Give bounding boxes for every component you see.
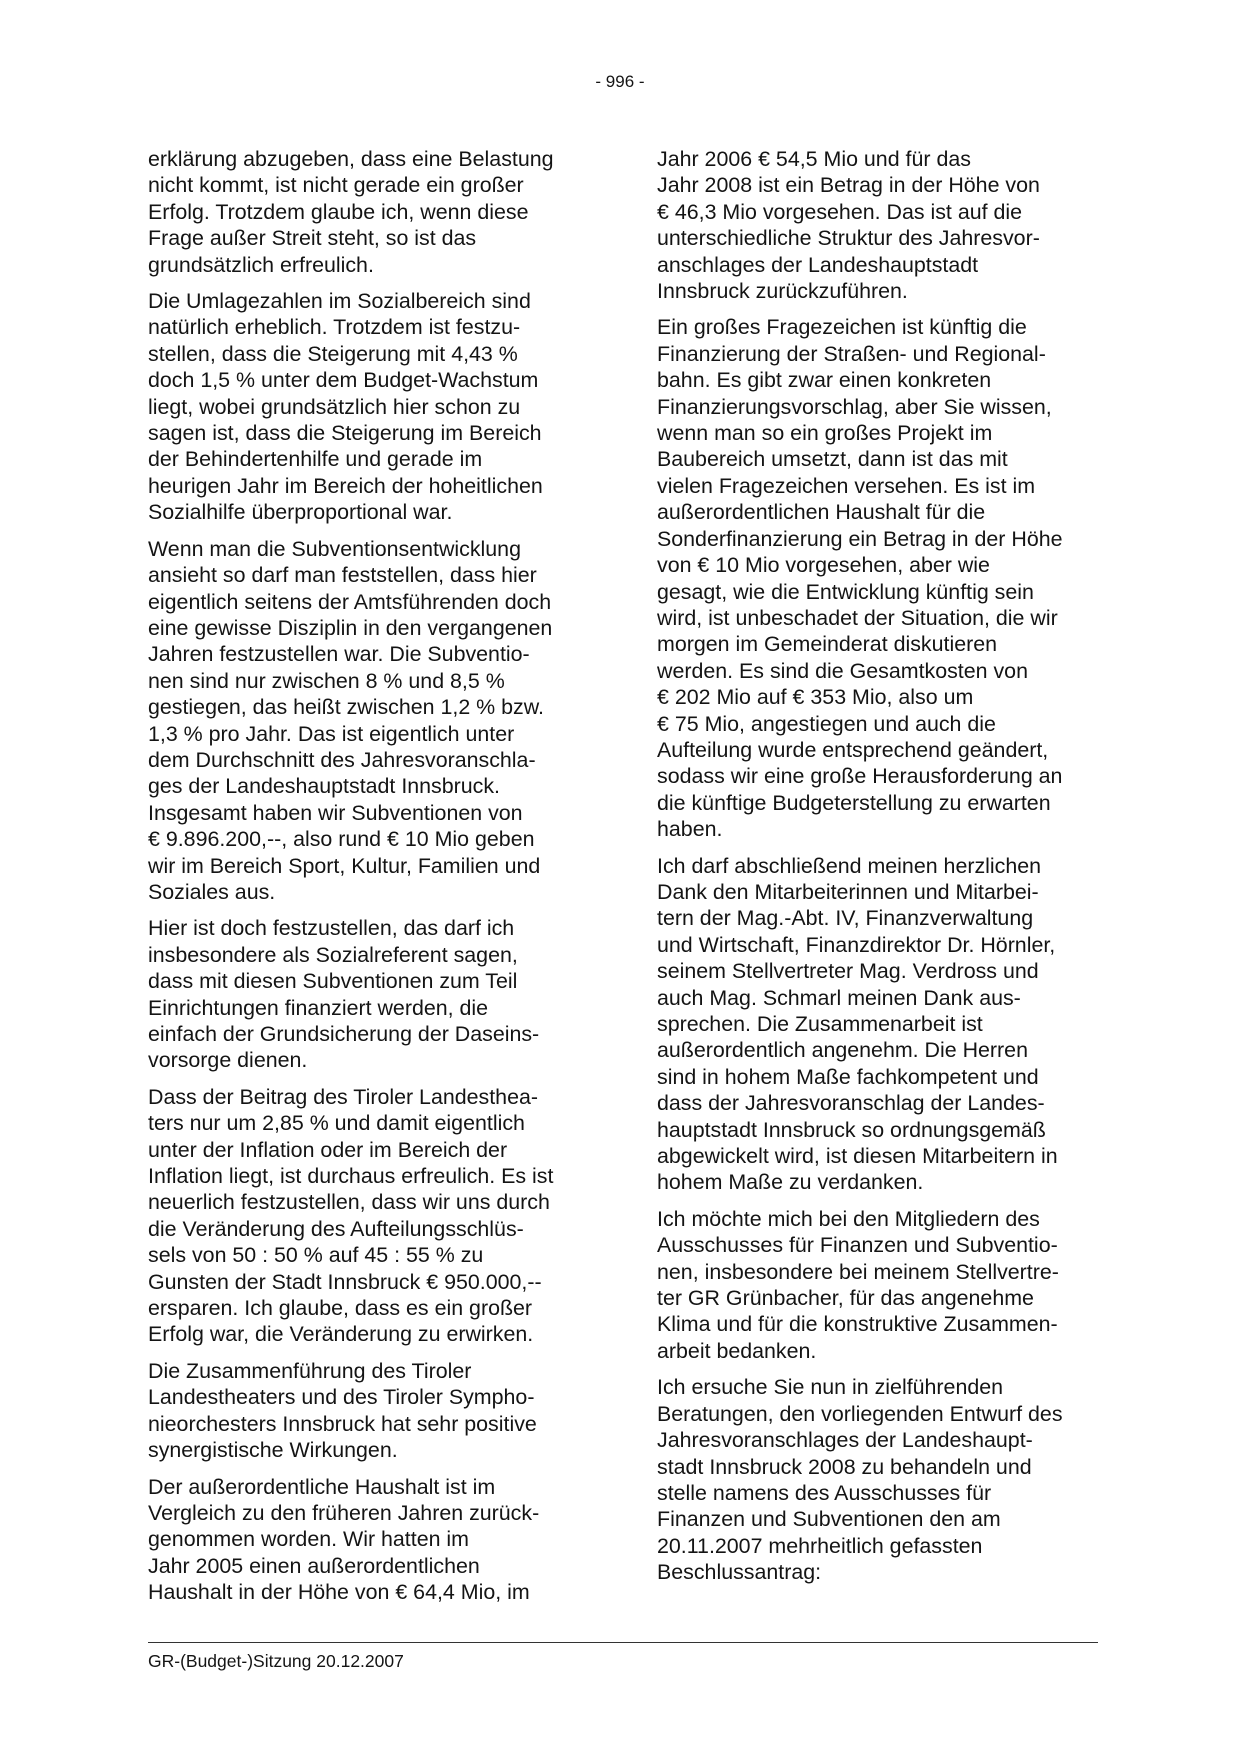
text-line: auch Mag. Schmarl meinen Dank aus- — [657, 985, 1021, 1010]
text-line: sels von 50 : 50 % auf 45 : 55 % zu — [148, 1243, 484, 1268]
paragraph — [148, 915, 588, 1073]
text-line: sagen ist, dass die Steigerung im Bereich — [148, 421, 542, 446]
text-line: Ich darf abschließend meinen herzlichen — [657, 853, 1042, 878]
text-line: neuerlich festzustellen, dass wir uns durch — [148, 1190, 550, 1215]
text-line: nieorchesters Innsbruck hat sehr positive — [148, 1411, 537, 1436]
text-line: Hier ist doch festzustellen, das darf ich — [148, 916, 515, 941]
text-line: von € 10 Mio vorgesehen, aber wie — [657, 553, 990, 578]
text-line: liegt, wobei grundsätzlich hier schon zu — [148, 394, 521, 419]
text-line: ter GR Grünbacher, für das angenehme — [657, 1286, 1034, 1311]
text-line: Jahren festzustellen war. Die Subventio- — [148, 642, 530, 667]
text-line: morgen im Gemeinderat diskutieren — [657, 632, 998, 657]
text-line: Dank den Mitarbeiterinnen und Mitarbei- — [657, 879, 1039, 904]
text-line: sind in hohem Maße fachkompetent und — [657, 1064, 1039, 1089]
text-line: werden. Es sind die Gesamtkosten von — [657, 658, 1028, 683]
text-line: außerordentlichen Haushalt für die — [657, 500, 986, 525]
paragraph — [148, 146, 588, 278]
text-line: erklärung abzugeben, dass eine Belastung — [148, 147, 554, 171]
text-line: Ich möchte mich bei den Mitgliedern des — [657, 1206, 1040, 1231]
text-line: Inflation liegt, ist durchaus erfreulich. Es ist — [148, 1164, 554, 1189]
text-line: € 46,3 Mio vorgesehen. Das ist auf die — [657, 199, 1023, 224]
text-line: der Behindertenhilfe und gerade im — [148, 447, 483, 472]
text-line: € 9.896.200,--, also rund € 10 Mio geben — [148, 827, 535, 852]
text-line: insbesondere als Sozialreferent sagen, — [148, 942, 518, 967]
text-line: stellen, dass die Steigerung mit 4,43 % — [148, 341, 518, 366]
text-line: Jahr 2005 einen außerordentlichen — [148, 1553, 480, 1578]
text-line: genommen worden. Wir hatten im — [148, 1527, 469, 1552]
text-line: stadt Innsbruck 2008 zu behandeln und — [657, 1454, 1032, 1479]
text-line: € 202 Mio auf € 353 Mio, also um — [657, 685, 974, 710]
text-line: hauptstadt Innsbruck so ordnungsgemäß — [657, 1117, 1046, 1142]
paragraph — [657, 314, 1097, 842]
text-line: Aufteilung wurde entsprechend geändert, — [657, 737, 1049, 762]
text-line: sprechen. Die Zusammenarbeit ist — [657, 1012, 983, 1036]
text-line: natürlich erheblich. Trotzdem ist festzu- — [148, 315, 521, 340]
paragraph — [148, 536, 588, 906]
page-number: - 996 - — [595, 72, 645, 91]
text-line: eigentlich seitens der Amtsführenden doch — [148, 589, 552, 614]
text-line: synergistische Wirkungen. — [148, 1438, 398, 1463]
text-line: und Wirtschaft, Finanzdirektor Dr. Hörnler, — [657, 932, 1056, 957]
left-column — [148, 146, 588, 1616]
text-line: haben. — [657, 817, 723, 842]
text-line: Ausschusses für Finanzen und Subventio- — [657, 1233, 1058, 1258]
text-line: Die Zusammenführung des Tiroler — [148, 1358, 472, 1383]
text-line: Jahr 2008 ist ein Betrag in der Höhe von — [657, 173, 1040, 198]
text-line: sodass wir eine große Herausforderung an — [657, 764, 1063, 789]
text-line: Sozialhilfe überproportional war. — [148, 500, 453, 525]
text-line: 20.11.2007 mehrheitlich gefassten — [657, 1533, 983, 1558]
right-column — [657, 146, 1097, 1596]
text-line: ersparen. Ich glaube, dass es ein großer — [148, 1296, 533, 1321]
text-line: wir im Bereich Sport, Kultur, Familien und — [148, 853, 541, 878]
text-line: Erfolg war, die Veränderung zu erwirken. — [148, 1322, 534, 1347]
text-line: Der außerordentliche Haushalt ist im — [148, 1474, 496, 1499]
text-line: Sonderfinanzierung ein Betrag in der Höhe — [657, 526, 1063, 551]
text-line: unterschiedliche Struktur des Jahresvor- — [657, 226, 1040, 251]
text-line: Beschlussantrag: — [657, 1560, 822, 1585]
text-line: nen, insbesondere bei meinem Stellvertre- — [657, 1259, 1059, 1284]
text-line: Ich ersuche Sie nun in zielführenden — [657, 1375, 1004, 1400]
text-line: hohem Maße zu verdanken. — [657, 1170, 924, 1195]
text-line: Innsbruck zurückzuführen. — [657, 279, 908, 304]
text-line: Wenn man die Subventionsentwicklung — [148, 536, 521, 561]
text-line: anschlages der Landeshauptstadt — [657, 252, 979, 277]
paragraph — [657, 853, 1097, 1196]
text-line: Ein großes Fragezeichen ist künftig die — [657, 315, 1027, 340]
text-line: ges der Landeshauptstadt Innsbruck. — [148, 774, 500, 799]
text-line: abgewickelt wird, ist diesen Mitarbeitern in — [657, 1144, 1058, 1169]
text-line: seinem Stellvertreter Mag. Verdross und — [657, 959, 1039, 984]
text-line: tern der Mag.-Abt. IV, Finanzverwaltung — [657, 906, 1034, 931]
text-line: ters nur um 2,85 % und damit eigentlich — [148, 1111, 525, 1136]
text-line: dass der Jahresvoranschlag der Landes- — [657, 1091, 1045, 1116]
text-line: Finanzierungsvorschlag, aber Sie wissen, — [657, 394, 1052, 419]
text-line: außerordentlich angenehm. Die Herren — [657, 1038, 1028, 1063]
text-line: Einrichtungen finanziert werden, die — [148, 995, 489, 1020]
paragraph — [148, 1084, 588, 1348]
text-line: € 75 Mio, angestiegen und auch die — [657, 711, 996, 736]
text-line: gestiegen, das heißt zwischen 1,2 % bzw. — [148, 695, 544, 720]
text-line: Dass der Beitrag des Tiroler Landesthea- — [148, 1084, 538, 1109]
text-line: unter der Inflation oder im Bereich der — [148, 1137, 508, 1162]
paragraph — [657, 1374, 1097, 1585]
text-line: Landestheaters und des Tiroler Sympho- — [148, 1385, 535, 1410]
text-line: Gunsten der Stadt Innsbruck € 950.000,-- — [148, 1269, 542, 1294]
text-line: wird, ist unbeschadet der Situation, die wir — [657, 605, 1058, 630]
text-line: Finanzen und Subventionen den am — [657, 1507, 1001, 1532]
paragraph — [148, 1358, 588, 1464]
footer-divider — [148, 1642, 1098, 1643]
text-line: vielen Fragezeichen versehen. Es ist im — [657, 473, 1036, 498]
text-line: vorsorge dienen. — [148, 1048, 308, 1073]
paragraph — [657, 1206, 1097, 1364]
text-line: dass mit diesen Subventionen zum Teil — [148, 969, 518, 994]
text-line: doch 1,5 % unter dem Budget-Wachstum — [148, 368, 539, 393]
text-line: arbeit bedanken. — [657, 1338, 817, 1363]
text-line: bahn. Es gibt zwar einen konkreten — [657, 368, 992, 393]
text-line: heurigen Jahr im Bereich der hoheitlichen — [148, 473, 543, 498]
text-line: Beratungen, den vorliegenden Entwurf des — [657, 1401, 1063, 1426]
text-line: wenn man so ein großes Projekt im — [657, 421, 993, 446]
text-line: Frage außer Streit steht, so ist das — [148, 226, 477, 251]
text-line: Klima und für die konstruktive Zusammen- — [657, 1312, 1058, 1337]
text-line: die Veränderung des Aufteilungsschlüs- — [148, 1216, 524, 1241]
text-line: einfach der Grundsicherung der Daseins- — [148, 1022, 540, 1046]
text-line: Baubereich umsetzt, dann ist das mit — [657, 447, 1008, 472]
text-line: Finanzierung der Straßen- und Regional- — [657, 341, 1046, 366]
text-line: Die Umlagezahlen im Sozialbereich sind — [148, 289, 531, 314]
paragraph — [148, 1474, 588, 1606]
paragraph — [657, 146, 1097, 304]
text-line: Insgesamt haben wir Subventionen von — [148, 800, 523, 825]
text-line: stelle namens des Ausschusses für — [657, 1480, 992, 1505]
text-line: die künftige Budgeterstellung zu erwarten — [657, 790, 1051, 815]
text-line: grundsätzlich erfreulich. — [148, 252, 374, 277]
text-line: nicht kommt, ist nicht gerade ein großer — [148, 173, 524, 198]
text-line: Jahr 2006 € 54,5 Mio und für das — [657, 147, 971, 171]
paragraph — [148, 288, 588, 526]
text-line: ansieht so darf man feststellen, dass hier — [148, 563, 537, 588]
text-line: dem Durchschnitt des Jahresvoranschla- — [148, 747, 536, 772]
text-line: nen sind nur zwischen 8 % und 8,5 % — [148, 668, 505, 693]
text-line: Erfolg. Trotzdem glaube ich, wenn diese — [148, 199, 529, 224]
text-line: 1,3 % pro Jahr. Das ist eigentlich unter — [148, 721, 515, 746]
text-line: gesagt, wie die Entwicklung künftig sein — [657, 579, 1034, 604]
text-line: Vergleich zu den früheren Jahren zurück- — [148, 1500, 540, 1525]
text-line: Jahresvoranschlages der Landeshaupt- — [657, 1428, 1033, 1453]
text-line: eine gewisse Disziplin in den vergangenen — [148, 615, 553, 640]
text-line: Haushalt in der Höhe von € 64,4 Mio, im — [148, 1580, 530, 1605]
text-line: Soziales aus. — [148, 879, 276, 904]
footer-text: GR-(Budget-)Sitzung 20.12.2007 — [148, 1651, 404, 1671]
